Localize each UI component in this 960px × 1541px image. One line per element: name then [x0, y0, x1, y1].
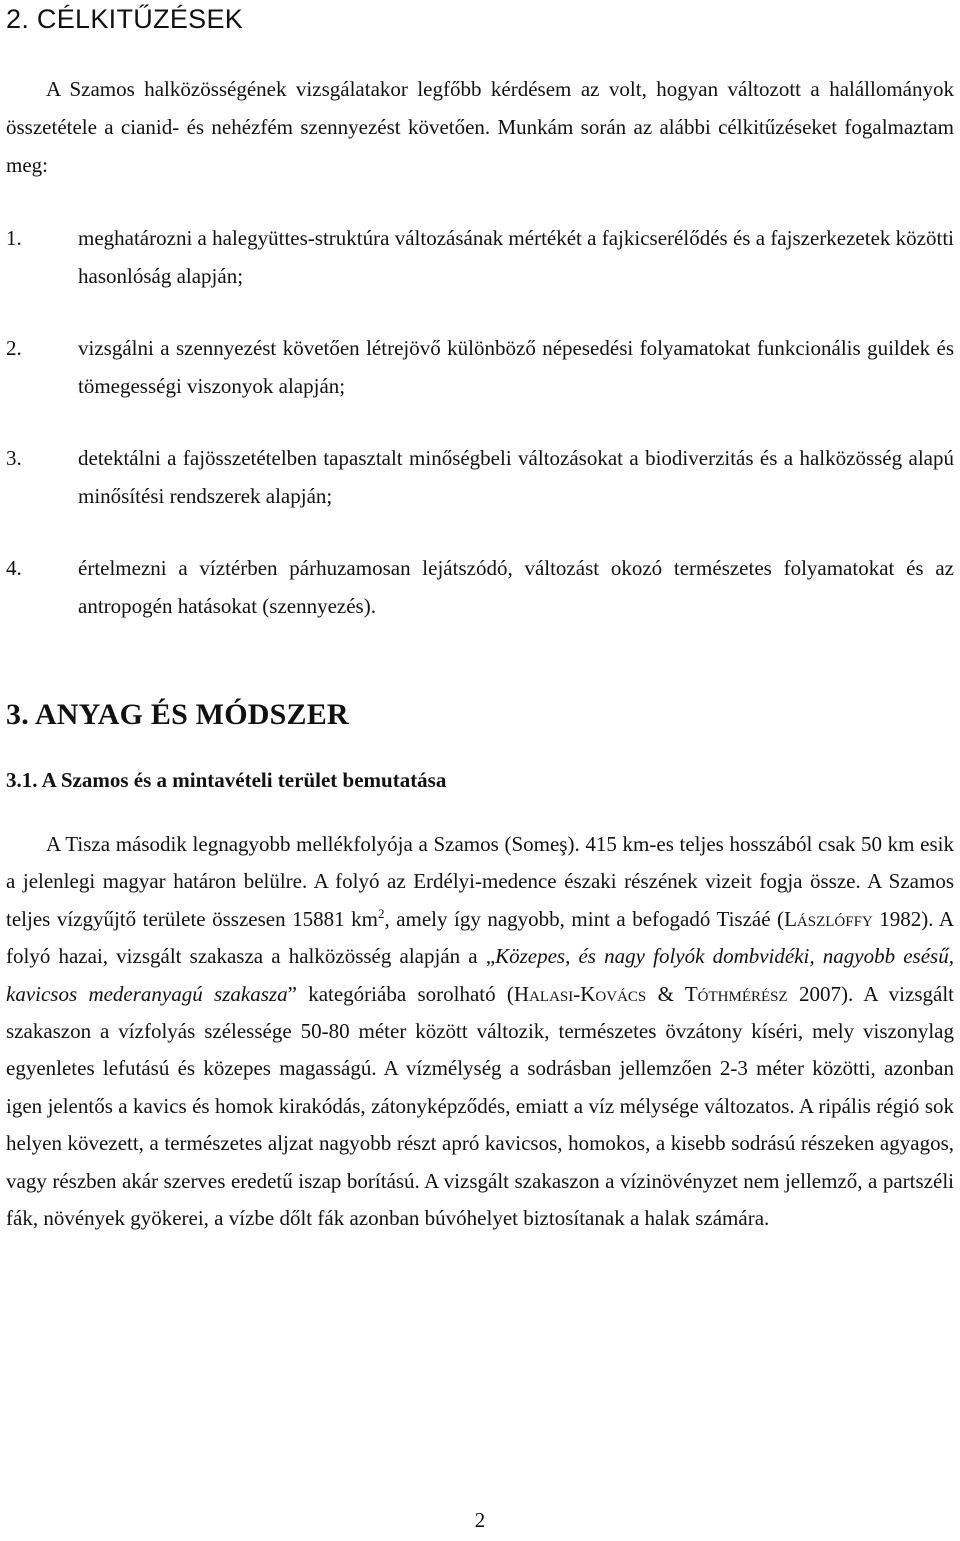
list-item-number: 2. [6, 336, 22, 360]
intro-text: A Szamos halközösségének vizsgálatakor legfőbb kérdésem az volt, hogyan változott a halállományok összetétele a cianid- és nehézfém szennyezést követően. Munkám során az alábbi célkitűzéseket fogalmaztam meg: [6, 77, 954, 177]
list-item-number: 1. [6, 226, 22, 250]
subsection-heading: 3.1. A Szamos és a mintavételi terület bemutatása [6, 768, 447, 792]
intro-paragraph [6, 70, 954, 184]
body-text-5: 2007). A vizsgált szakaszon a vízfolyás szélessége 50-80 méter között változik, természetes övzátony kíséri, mely viszonylag egyenletes lefutású és közepes magasságú. A vízmélység a sodrásban jellemzően 2-3 méter közötti, azonban igen jelentős a kavics és homok kirakódás, zátonyképződés, emiatt a víz mélysége változatos. A ripális régió sok helyen kövezett, a természetes aljzat nagyobb részt apró kavicsos, homokos, a kisebb sodrású részeken agyagos, vagy részben akár szerves eredetű iszap borítású. A vizsgált szakaszon a vízinövényzet nem jellemző, a partszéli fák, növények gyökerei, a vízbe dőlt fák azonban búvóhelyet biztosítanak a halak számára. [6, 981, 954, 1231]
list-item-text: vizsgálni a szennyezést követően létrejövő különböző népesedési folyamatokat funkcionális guildek és tömegességi viszonyok alapján; [78, 336, 954, 398]
list-item [6, 219, 954, 295]
goals-list [6, 219, 954, 659]
list-item [6, 549, 954, 625]
body-text-4: ” kategóriába sorolható ( [287, 981, 514, 1006]
list-item [6, 329, 954, 405]
citation-author: Halasi-Kovács & Tóthmérész [513, 981, 788, 1006]
body-text-1: A Tisza második legnagyobb mellékfolyója a Szamos (Someş). 415 km-es teljes hosszából csak 50 km esik a jelenlegi magyar határon belülre. A folyó az Erdélyi-medence északi részének vizeit fogja össze. A Szamos teljes vízgyűjtő területe összesen 15881 km [6, 832, 954, 931]
italic-category: Közepes, és nagy folyók dombvidéki, nagyobb esésű, kavicsos mederanyagú szakasza [6, 944, 954, 1006]
list-item [6, 439, 954, 515]
body-paragraph [6, 826, 954, 1237]
body-text-2: , amely így nagyobb, mint a befogadó Tiszáé ( [384, 906, 785, 931]
list-item-text: értelmezni a víztérben párhuzamosan lejátszódó, változást okozó természetes folyamatokat és az antropogén hatásokat (szennyezés). [78, 556, 954, 618]
list-item-number: 3. [6, 446, 22, 470]
list-item-text: meghatározni a halegyüttes-struktúra változásának mértékét a fajkicserélődés és a fajszerkezetek közötti hasonlóság alapján; [78, 226, 954, 288]
superscript: 2 [377, 905, 385, 921]
page-number: 2 [474, 1508, 486, 1532]
citation-author: Lászlóffy [784, 906, 873, 931]
list-item-text: detektálni a fajösszetételben tapasztalt minőségbeli változásokat a biodiverzitás és a halközösség alapú minősítési rendszerek alapján; [78, 446, 954, 508]
section-heading-goals: 2. CÉLKITŰZÉSEK [6, 4, 244, 34]
list-item-number: 4. [6, 556, 22, 580]
body-text-3: 1982). A folyó hazai, vizsgált szakasza a halközösség alapján a „ [6, 906, 955, 969]
section-heading-methods: 3. ANYAG ÉS MÓDSZER [6, 698, 349, 731]
